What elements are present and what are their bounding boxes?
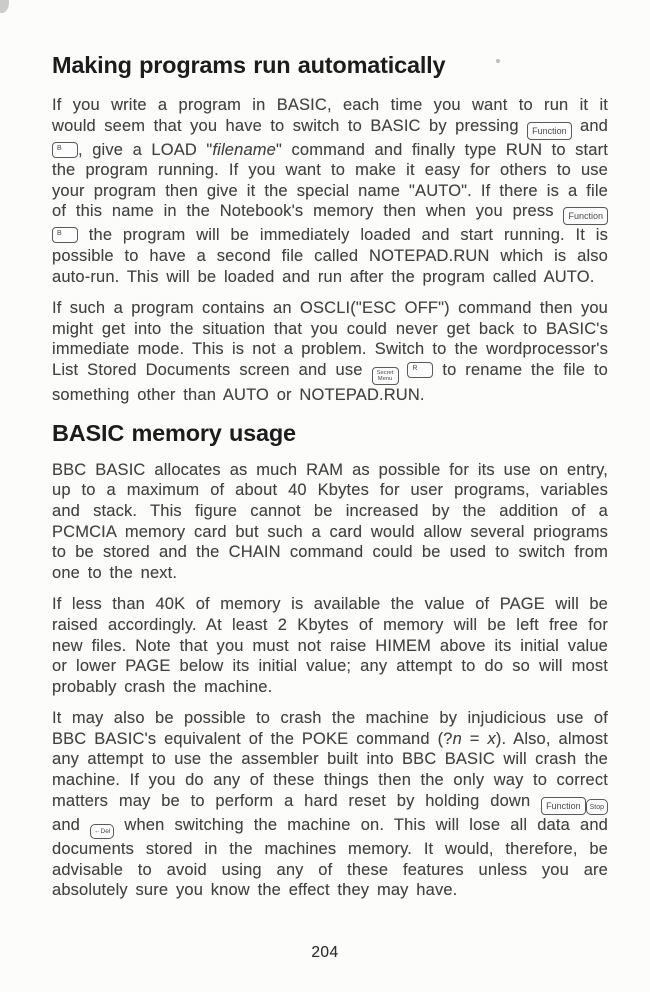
b-key-label: B [57,230,62,238]
poke-x-italic: x [487,729,496,748]
b-key-label: B [57,144,62,152]
para-page-himem: If less than 40K of memory is available the value of PAGE will be raised accordingly. At least 2 Kbytes of memory will be left free for new files. Note that you must not raise HIMEM above its initial value or lower PAGE below its initial value; any attempt to do so will most probably crash the machine. [52,595,608,696]
b-key-icon [52,227,78,243]
text-run: = [461,729,488,748]
function-key-icon: Function [541,797,586,815]
secret-menu-key-icon [372,367,399,385]
text-run: when switching the machine on. This will lose all data and documents stored in the machines memory. It would, therefore, be advisable to avoid using any of these features unless you are absolutely sure you know the effect they may have. [52,815,608,900]
para-ram-allocation: BBC BASIC allocates as much RAM as possible for its use on entry, up to a maximum of about 40 Kbytes for user programs, variables and stack. This figure cannot be increased by the addition of a PCMCIA memory card but such a card would allow several priograms to be stored and the CHAIN command could be used to switch from one to the next. [52,460,608,582]
secret-key-label: Secret [376,369,394,376]
filename-italic: filename [212,140,276,159]
r-key-label: R [412,364,418,372]
text-run: If such a program contains an OSCLI("ESC OFF") command then you might get into the situation that you could never get back to BASIC's immediate mode. This is not a problem. Switch to the wordprocessor's List Stored Documents screen and use [52,299,608,379]
heading-basic-memory-usage: BASIC memory usage [52,419,296,446]
stop-key-icon: Stop [586,799,608,815]
text-run: the program will be immediately loaded and start running. It is possible to have a second file called NOTEPAD.RUN which is also auto-run. This will be loaded and run after the program called AUTO. [52,226,608,286]
para-crash-warning [52,708,608,901]
heading-making-programs-run-automatically: Making programs run automatically [52,52,446,78]
text-run: and [52,815,91,834]
text-run: " command and finally type RUN to start the program running. If you want to make it easy for others to use your program then give it the special name "AUTO". If there is a file of this name in the Notebook's memory then when you press [52,140,609,221]
text-run: If you write a program in BASIC, each time you want to run it it would seem that you have to switch to BASIC by pressing [52,96,608,135]
text-run: and [571,116,608,135]
para-oscli-esc-off [52,298,608,406]
scan-artifact-corner [0,0,9,13]
page-content [52,52,608,912]
poke-n-italic: n [452,729,462,748]
b-key-icon [52,142,78,158]
text-run: It may also be possible to crash the machine by injudicious use of BBC BASIC's equivalent of the POKE command (? [52,709,608,748]
function-key-icon: Function [527,122,572,140]
del-key-icon: ←Del [90,824,114,840]
function-key-icon: Function [563,207,608,225]
text-run: ). Also, almost any attempt to use the assembler built into BBC BASIC will crash the machine. If you do any of these things then the only way to correct matters may be to perform a hard reset by holding down [52,729,608,810]
r-key-icon [407,362,433,378]
menu-key-label: Menu [377,375,393,382]
page-number: 204 [311,944,339,961]
text-run: , give a LOAD " [78,140,213,159]
para-autorun-intro [52,95,608,287]
text-run: to rename the file to something other than AUTO or NOTEPAD.RUN. [52,360,609,405]
